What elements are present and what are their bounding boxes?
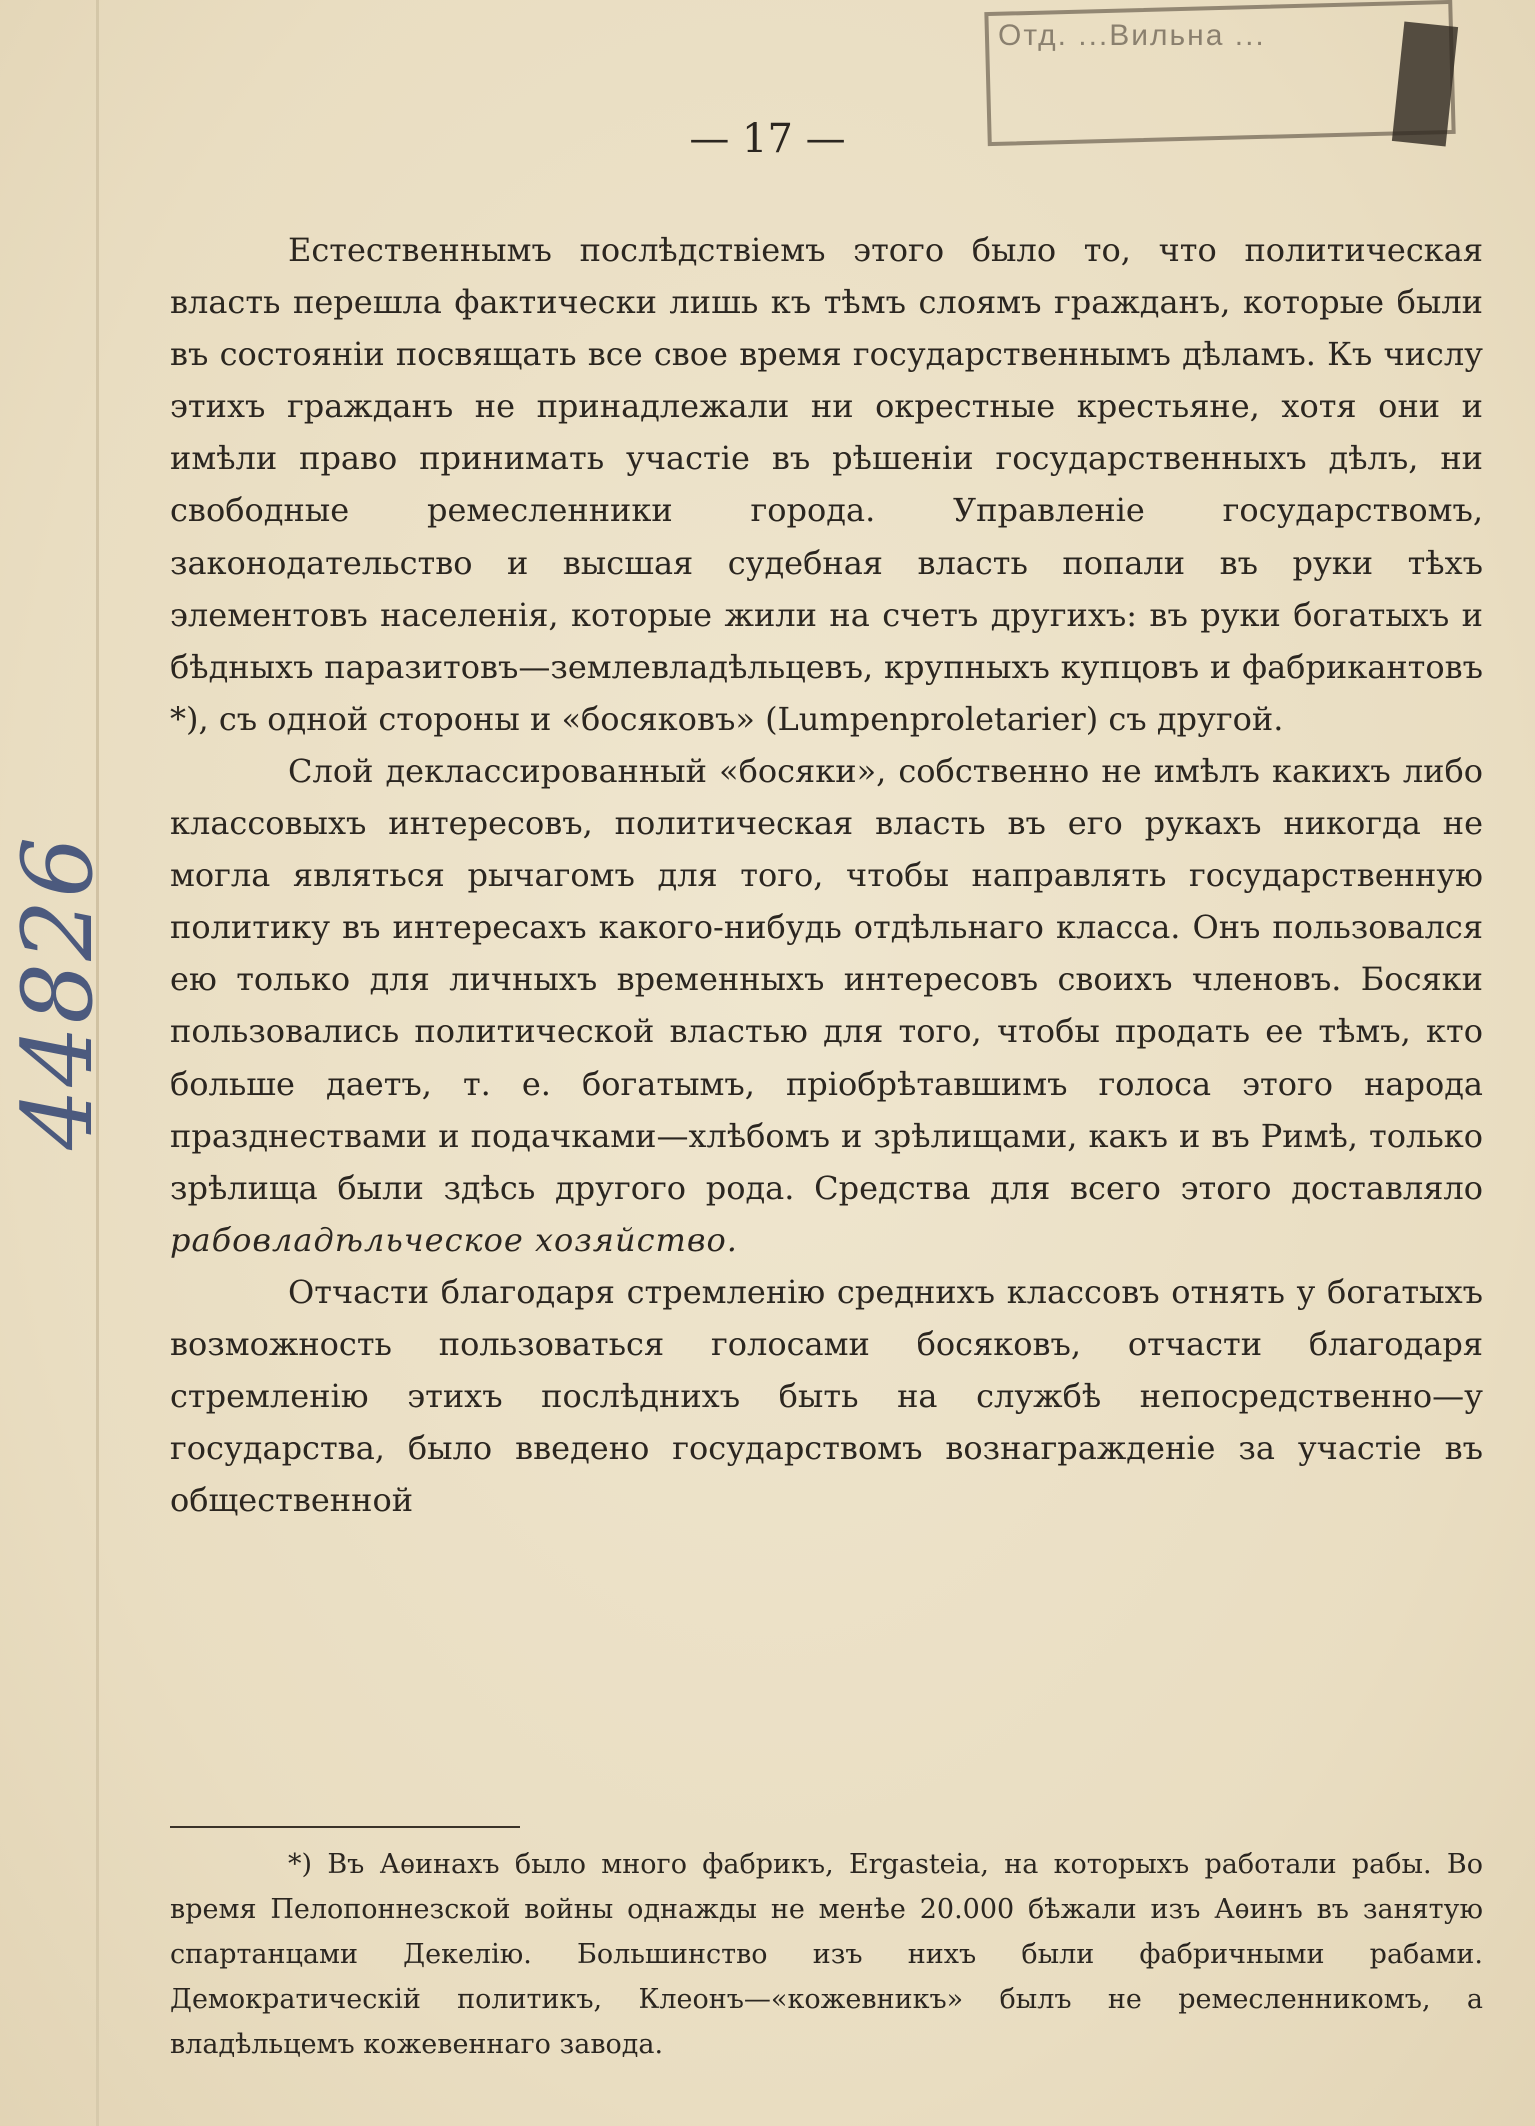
inventory-number: 44826 — [2, 834, 114, 1150]
page-number: — 17 — — [689, 116, 846, 162]
paragraph-1: Естественнымъ послѣдствіемъ этого было то, что политическая власть перешла фактически лишь къ тѣмъ слоямъ гражданъ, которые были въ состояніи посвящать все свое время государственнымъ дѣламъ. Къ числу этихъ гражданъ не принадлежали ни окрестные крестьяне, хотя они и имѣли право принимать участіе въ рѣшеніи государственныхъ дѣлъ, ни свободные ремесленники города. Управленіе государствомъ, законодательство и высшая судебная власть попали въ руки тѣхъ элементовъ населенія, которые жили на счетъ другихъ: въ руки богатыхъ и бѣдныхъ паразитовъ—землевладѣльцевъ, крупныхъ купцовъ и фабрикантовъ *), съ одной стороны и «босяковъ» (Lumpenproletarier) съ другой. — [170, 231, 1483, 738]
paragraph-2 — [170, 745, 1483, 1266]
footnote-divider — [170, 1826, 520, 1828]
paragraph-2-emphasis: рабовладѣльческое хозяйство. — [170, 1220, 738, 1259]
stamp-text: Отд. ...Вильна ... — [998, 19, 1266, 52]
body-text — [170, 224, 1483, 1526]
footnote: *) Въ Аѳинахъ было много фабрикъ, Ergasteia, на которыхъ работали рабы. Во время Пелопоннезской войны однажды не менѣе 20.000 бѣжали изъ Аѳинъ въ занятую спартанцами Декелію. Большинство изъ нихъ были фабричными рабами. Демократическій политикъ, Клеонъ—«кожевникъ» былъ не ремесленникомъ, а владѣльцемъ кожевеннаго завода. — [170, 1849, 1483, 2060]
paragraph-3: Отчасти благодаря стремленію среднихъ классовъ отнять у богатыхъ возможность пользоваться голосами босяковъ, отчасти благодаря стремленію этихъ послѣднихъ быть на службѣ непосредственно—у государства, было введено государствомъ вознагражденіе за участіе въ общественной — [170, 1272, 1483, 1520]
paragraph-2-text: Слой деклассированный «босяки», собственно не имѣлъ какихъ либо классовыхъ интересовъ, политическая власть въ его рукахъ никогда не могла являться рычагомъ для того, чтобы направлять государственную политику въ интересахъ какого-нибудь отдѣльнаго класса. Онъ пользовался ею только для личныхъ временныхъ интересовъ своихъ членовъ. Босяки пользовались политической властью для того, чтобы продать ее тѣмъ, кто больше даетъ, т. е. богатымъ, пріобрѣтавшимъ голоса этого народа празднествами и подачками—хлѣбомъ и зрѣлищами, какъ и въ Римѣ, только зрѣлища были здѣсь другого рода. Средства для всего этого доставляло — [170, 751, 1483, 1207]
